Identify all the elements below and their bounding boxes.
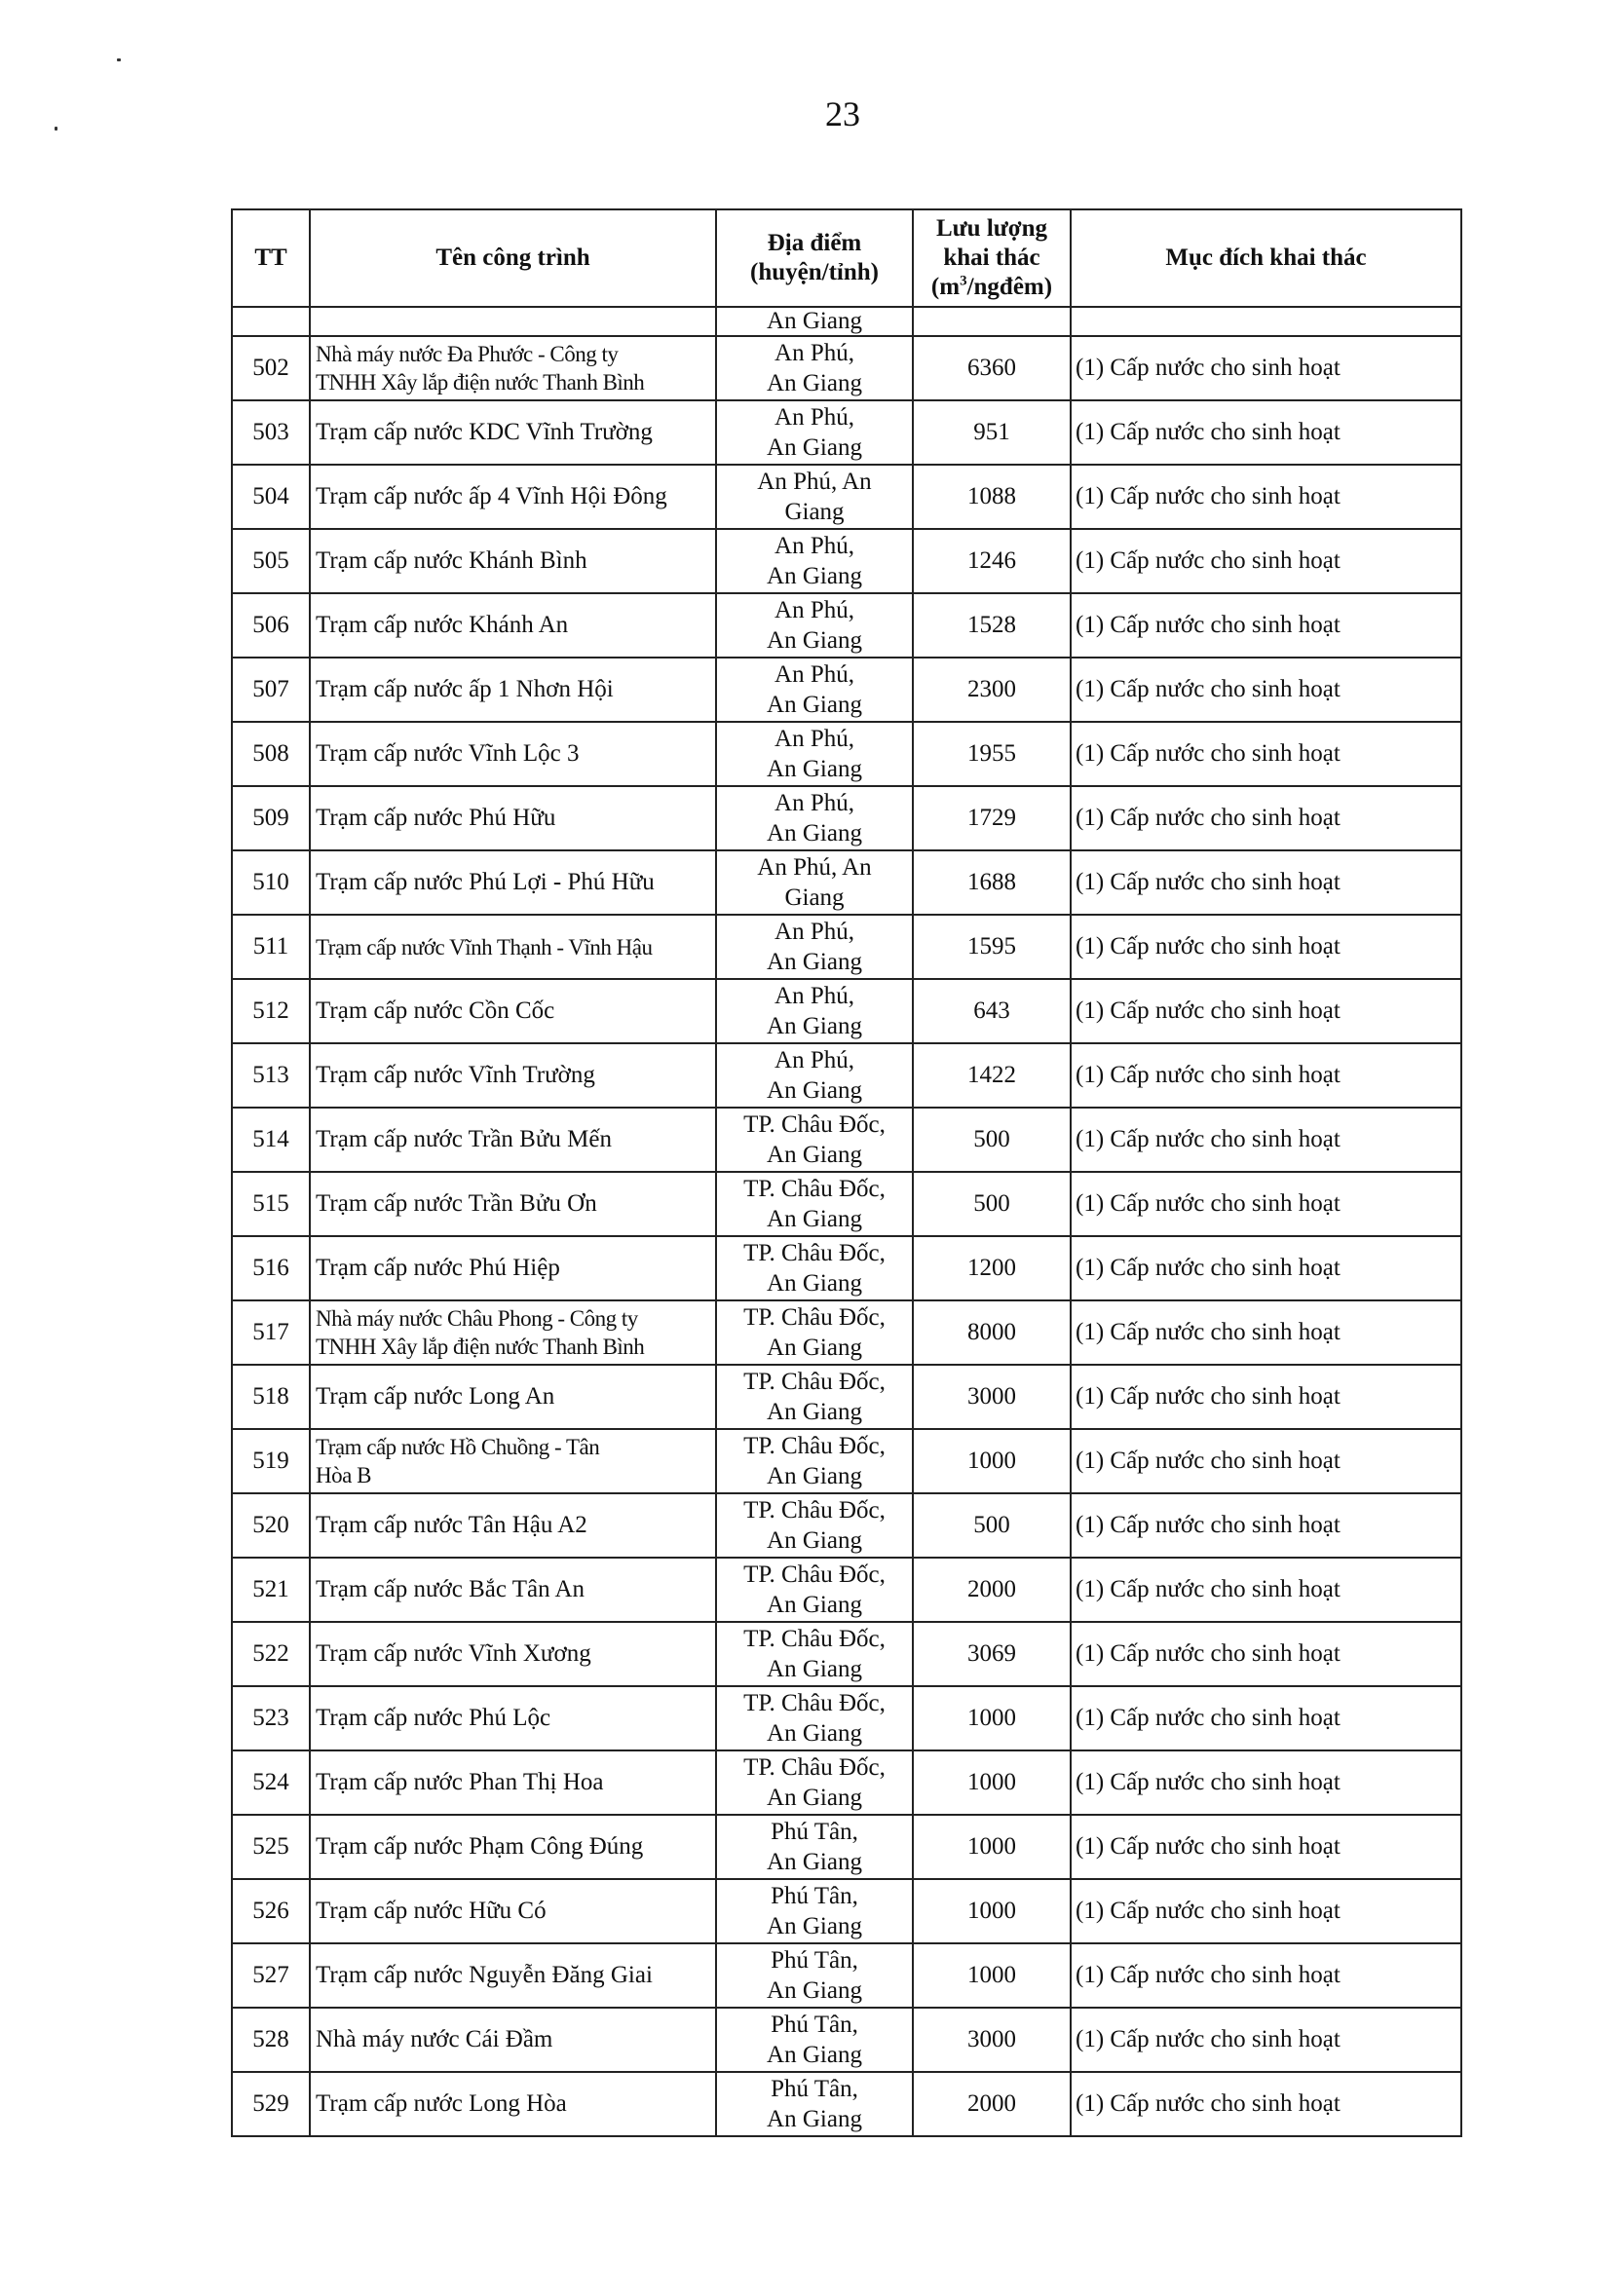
row-location [716, 979, 913, 1043]
row-location-line1: An Phú, [774, 661, 854, 688]
row-name [310, 850, 716, 915]
table-row [232, 529, 1461, 593]
row-location-line2: An Giang [767, 756, 862, 782]
page-number: 23 [825, 94, 860, 133]
row-flow: 2300 [913, 658, 1071, 722]
table-row [232, 1300, 1461, 1365]
row-location [716, 722, 913, 786]
row-flow: 2000 [913, 2072, 1071, 2136]
table-row [232, 1815, 1461, 1879]
row-location [716, 1558, 913, 1622]
row-flow: 1000 [913, 1943, 1071, 2008]
row-name-line1: Trạm cấp nước Hữu Có [316, 1898, 547, 1924]
row-flow: 1528 [913, 593, 1071, 658]
row-location-line1: An Phú, [774, 726, 854, 752]
water-works-table-container [231, 208, 1460, 2137]
row-purpose: (1) Cấp nước cho sinh hoạt [1071, 1108, 1461, 1172]
row-name-line1: Trạm cấp nước ấp 4 Vĩnh Hội Đông [316, 483, 667, 509]
row-name-line1: Trạm cấp nước Long An [316, 1383, 555, 1410]
row-tt: 519 [232, 1429, 310, 1493]
row-purpose: (1) Cấp nước cho sinh hoạt [1071, 400, 1461, 465]
row-name-line1: Trạm cấp nước Phú Lộc [316, 1705, 551, 1731]
row-location-line1: TP. Châu Đốc, [743, 1690, 886, 1716]
header-flow-line1: Lưu lượng [935, 215, 1048, 242]
row-location-line1: An Phú, [774, 404, 854, 431]
row-tt: 526 [232, 1879, 310, 1943]
row-tt: 510 [232, 850, 310, 915]
continuation-name [310, 307, 716, 336]
row-location-line1: TP. Châu Đốc, [743, 1304, 886, 1331]
row-name-line1: Trạm cấp nước Tân Hậu A2 [316, 1512, 587, 1538]
row-name [310, 1043, 716, 1108]
row-location-line1: An Phú, [774, 790, 854, 816]
row-flow: 1088 [913, 465, 1071, 529]
row-name [310, 722, 716, 786]
row-name [310, 979, 716, 1043]
row-location-line2: An Giang [767, 1785, 862, 1811]
row-location-line2: An Giang [767, 1335, 862, 1361]
row-location [716, 915, 913, 979]
row-purpose: (1) Cấp nước cho sinh hoạt [1071, 658, 1461, 722]
row-name-line1: Trạm cấp nước KDC Vĩnh Trường [316, 419, 653, 445]
row-location [716, 1493, 913, 1558]
row-purpose: (1) Cấp nước cho sinh hoạt [1071, 529, 1461, 593]
row-name-line1: Trạm cấp nước Nguyễn Đăng Giai [316, 1962, 653, 1988]
row-location-line1: An Phú, [774, 533, 854, 559]
row-location-line2: An Giang [767, 1013, 862, 1039]
row-location-line2: An Giang [767, 1527, 862, 1554]
table-row [232, 400, 1461, 465]
row-name [310, 1879, 716, 1943]
table-row [232, 593, 1461, 658]
row-flow: 1000 [913, 1879, 1071, 1943]
table-row [232, 336, 1461, 400]
table-row [232, 850, 1461, 915]
water-works-table [231, 208, 1462, 2137]
table-row [232, 1236, 1461, 1300]
row-name [310, 1365, 716, 1429]
row-location-line2: An Giang [767, 627, 862, 654]
row-location [716, 1943, 913, 2008]
row-name [310, 336, 716, 400]
row-location-line2: An Giang [767, 1656, 862, 1682]
row-purpose: (1) Cấp nước cho sinh hoạt [1071, 1686, 1461, 1750]
row-tt: 521 [232, 1558, 310, 1622]
row-location-line2: Giang [784, 884, 845, 911]
header-flow-unit-sup: 3 [960, 273, 967, 289]
row-location [716, 593, 913, 658]
row-flow: 3069 [913, 1622, 1071, 1686]
row-location [716, 529, 913, 593]
row-flow: 3000 [913, 1365, 1071, 1429]
row-name [310, 2072, 716, 2136]
row-location-line2: An Giang [767, 2106, 862, 2132]
row-tt: 516 [232, 1236, 310, 1300]
row-flow: 1200 [913, 1236, 1071, 1300]
row-tt: 518 [232, 1365, 310, 1429]
header-purpose: Mục đích khai thác [1071, 209, 1461, 307]
row-name [310, 1943, 716, 2008]
row-name [310, 658, 716, 722]
row-flow: 1246 [913, 529, 1071, 593]
header-flow-unit-post: /ngđêm) [966, 274, 1053, 300]
row-location-line2: An Giang [767, 1463, 862, 1489]
table-header-row [232, 209, 1461, 307]
row-name-line1: Trạm cấp nước Hồ Chuồng - Tân [316, 1435, 600, 1459]
table-row [232, 1943, 1461, 2008]
table-row [232, 1622, 1461, 1686]
continuation-location: An Giang [716, 307, 913, 336]
row-purpose: (1) Cấp nước cho sinh hoạt [1071, 1300, 1461, 1365]
row-flow: 1729 [913, 786, 1071, 850]
row-flow: 8000 [913, 1300, 1071, 1365]
row-tt: 520 [232, 1493, 310, 1558]
row-location-line1: Phú Tân, [771, 1819, 858, 1845]
table-row [232, 465, 1461, 529]
row-location-line2: An Giang [767, 2042, 862, 2068]
row-location-line1: An Phú, [774, 340, 854, 366]
row-flow: 951 [913, 400, 1071, 465]
row-tt: 527 [232, 1943, 310, 2008]
row-name-line1: Trạm cấp nước Vĩnh Lộc 3 [316, 740, 580, 767]
row-tt: 505 [232, 529, 310, 593]
row-name [310, 2008, 716, 2072]
table-row [232, 1493, 1461, 1558]
row-location-line2: An Giang [767, 1913, 862, 1939]
row-name-line1: Trạm cấp nước Phan Thị Hoa [316, 1769, 604, 1795]
row-name-line1: Nhà máy nước Châu Phong - Công ty [316, 1306, 638, 1331]
table-body [232, 307, 1461, 2136]
row-purpose: (1) Cấp nước cho sinh hoạt [1071, 465, 1461, 529]
row-flow: 1422 [913, 1043, 1071, 1108]
header-name: Tên công trình [310, 209, 716, 307]
row-location-line1: An Phú, [774, 919, 854, 945]
row-name-line1: Trạm cấp nước Phú Hữu [316, 805, 556, 831]
row-name [310, 1558, 716, 1622]
row-tt: 508 [232, 722, 310, 786]
row-location-line2: An Giang [767, 1592, 862, 1618]
row-purpose: (1) Cấp nước cho sinh hoạt [1071, 786, 1461, 850]
row-name [310, 1172, 716, 1236]
row-flow: 643 [913, 979, 1071, 1043]
header-location-line1: Địa điểm [767, 230, 862, 256]
row-purpose: (1) Cấp nước cho sinh hoạt [1071, 1429, 1461, 1493]
row-purpose: (1) Cấp nước cho sinh hoạt [1071, 1622, 1461, 1686]
row-location-line1: An Phú, [774, 1047, 854, 1073]
row-purpose: (1) Cấp nước cho sinh hoạt [1071, 979, 1461, 1043]
row-tt: 502 [232, 336, 310, 400]
row-name [310, 1300, 716, 1365]
table-row [232, 1879, 1461, 1943]
header-location [716, 209, 913, 307]
row-location-line2: An Giang [767, 692, 862, 718]
row-purpose: (1) Cấp nước cho sinh hoạt [1071, 2008, 1461, 2072]
table-row [232, 915, 1461, 979]
row-name-line1: Trạm cấp nước Vĩnh Xương [316, 1640, 591, 1667]
row-name [310, 1815, 716, 1879]
row-location [716, 1172, 913, 1236]
row-name-line1: Trạm cấp nước Vĩnh Trường [316, 1062, 595, 1088]
row-location [716, 850, 913, 915]
row-location-line2: Giang [784, 499, 845, 525]
header-flow-unit-pre: (m [930, 274, 961, 300]
row-tt: 522 [232, 1622, 310, 1686]
row-location-line2: An Giang [767, 1399, 862, 1425]
row-location-line1: TP. Châu Đốc, [743, 1433, 886, 1459]
row-name-line1: Trạm cấp nước Khánh Bình [316, 547, 587, 574]
row-flow: 500 [913, 1108, 1071, 1172]
row-location-line1: Phú Tân, [771, 1883, 858, 1909]
row-purpose: (1) Cấp nước cho sinh hoạt [1071, 850, 1461, 915]
row-name-line1: Trạm cấp nước Phú Hiệp [316, 1255, 560, 1281]
row-tt: 517 [232, 1300, 310, 1365]
row-name-line1: Trạm cấp nước Bắc Tân An [316, 1576, 585, 1602]
header-flow [913, 209, 1071, 307]
row-location [716, 1429, 913, 1493]
row-purpose: (1) Cấp nước cho sinh hoạt [1071, 1558, 1461, 1622]
row-location-line1: TP. Châu Đốc, [743, 1497, 886, 1524]
row-location [716, 2008, 913, 2072]
row-location [716, 400, 913, 465]
row-location-line2: An Giang [767, 1142, 862, 1168]
row-name-line1: Trạm cấp nước Phú Lợi - Phú Hữu [316, 869, 655, 895]
row-name-line1: Trạm cấp nước Trần Bửu Ơn [316, 1190, 597, 1217]
row-purpose: (1) Cấp nước cho sinh hoạt [1071, 1750, 1461, 1815]
row-name-line2: TNHH Xây lắp điện nước Thanh Bình [316, 370, 645, 395]
table-row [232, 1558, 1461, 1622]
table-row [232, 1043, 1461, 1108]
row-location-line1: TP. Châu Đốc, [743, 1754, 886, 1781]
row-name [310, 1236, 716, 1300]
row-location-line2: An Giang [767, 1977, 862, 2004]
row-tt: 503 [232, 400, 310, 465]
row-name [310, 1108, 716, 1172]
row-purpose: (1) Cấp nước cho sinh hoạt [1071, 915, 1461, 979]
table-row [232, 1108, 1461, 1172]
row-tt: 528 [232, 2008, 310, 2072]
table-row [232, 1172, 1461, 1236]
row-purpose: (1) Cấp nước cho sinh hoạt [1071, 1365, 1461, 1429]
row-flow: 1000 [913, 1750, 1071, 1815]
row-tt: 514 [232, 1108, 310, 1172]
row-location [716, 2072, 913, 2136]
row-name [310, 786, 716, 850]
row-flow: 1000 [913, 1429, 1071, 1493]
row-tt: 506 [232, 593, 310, 658]
row-name [310, 400, 716, 465]
table-row [232, 1365, 1461, 1429]
row-purpose: (1) Cấp nước cho sinh hoạt [1071, 1879, 1461, 1943]
row-tt: 504 [232, 465, 310, 529]
row-name [310, 1750, 716, 1815]
row-location [716, 336, 913, 400]
row-location-line1: An Phú, An [757, 854, 872, 881]
table-row [232, 2072, 1461, 2136]
row-flow: 500 [913, 1493, 1071, 1558]
row-tt: 524 [232, 1750, 310, 1815]
row-location-line1: An Phú, [774, 983, 854, 1009]
row-name-line2: Hòa B [316, 1463, 371, 1487]
row-tt: 513 [232, 1043, 310, 1108]
table-row [232, 1750, 1461, 1815]
row-purpose: (1) Cấp nước cho sinh hoạt [1071, 593, 1461, 658]
row-location-line1: TP. Châu Đốc, [743, 1176, 886, 1202]
row-purpose: (1) Cấp nước cho sinh hoạt [1071, 1043, 1461, 1108]
row-location [716, 1815, 913, 1879]
row-location-line1: Phú Tân, [771, 1947, 858, 1974]
row-location-line2: An Giang [767, 1206, 862, 1232]
row-flow: 1688 [913, 850, 1071, 915]
row-location-line1: Phú Tân, [771, 2012, 858, 2038]
header-flow-line3 [914, 273, 1070, 302]
row-name [310, 915, 716, 979]
row-tt: 515 [232, 1172, 310, 1236]
row-location-line2: An Giang [767, 563, 862, 589]
row-name-line1: Nhà máy nước Đa Phước - Công ty [316, 342, 619, 366]
row-name [310, 465, 716, 529]
row-location-line1: TP. Châu Đốc, [743, 1111, 886, 1138]
row-location-line1: An Phú, An [757, 469, 872, 495]
row-location [716, 1750, 913, 1815]
table-row [232, 1686, 1461, 1750]
continuation-row [232, 307, 1461, 336]
row-name [310, 529, 716, 593]
row-purpose: (1) Cấp nước cho sinh hoạt [1071, 722, 1461, 786]
row-location-line1: TP. Châu Đốc, [743, 1626, 886, 1652]
row-location-line2: An Giang [767, 1077, 862, 1104]
table-row [232, 786, 1461, 850]
row-purpose: (1) Cấp nước cho sinh hoạt [1071, 1943, 1461, 2008]
row-location [716, 465, 913, 529]
row-location-line2: An Giang [767, 434, 862, 461]
header-flow-line2: khai thác [943, 245, 1040, 271]
row-location-line2: An Giang [767, 1849, 862, 1875]
row-name-line1: Nhà máy nước Cái Đầm [316, 2026, 553, 2052]
row-location-line2: An Giang [767, 949, 862, 975]
row-tt: 525 [232, 1815, 310, 1879]
row-tt: 511 [232, 915, 310, 979]
row-name-line1: Trạm cấp nước ấp 1 Nhơn Hội [316, 676, 614, 702]
row-location-line1: An Phú, [774, 597, 854, 623]
table-row [232, 2008, 1461, 2072]
continuation-flow [913, 307, 1071, 336]
continuation-purpose [1071, 307, 1461, 336]
row-flow: 2000 [913, 1558, 1071, 1622]
row-name-line1: Trạm cấp nước Long Hòa [316, 2090, 567, 2117]
row-name-line1: Trạm cấp nước Khánh An [316, 612, 569, 638]
row-flow: 1000 [913, 1815, 1071, 1879]
row-purpose: (1) Cấp nước cho sinh hoạt [1071, 336, 1461, 400]
row-tt: 529 [232, 2072, 310, 2136]
header-location-line2: (huyện/tỉnh) [750, 259, 879, 285]
row-name [310, 1429, 716, 1493]
row-location [716, 1879, 913, 1943]
continuation-tt [232, 307, 310, 336]
row-location-line1: Phú Tân, [771, 2076, 858, 2102]
row-name-line2: TNHH Xây lắp điện nước Thanh Bình [316, 1335, 645, 1359]
row-name [310, 1493, 716, 1558]
row-tt: 523 [232, 1686, 310, 1750]
row-tt: 509 [232, 786, 310, 850]
row-location [716, 658, 913, 722]
table-row [232, 979, 1461, 1043]
row-name [310, 593, 716, 658]
row-location-line1: TP. Châu Đốc, [743, 1369, 886, 1395]
table-row [232, 1429, 1461, 1493]
row-purpose: (1) Cấp nước cho sinh hoạt [1071, 1172, 1461, 1236]
scan-speck [117, 58, 121, 61]
row-location-line2: An Giang [767, 1270, 862, 1297]
row-tt: 507 [232, 658, 310, 722]
row-location-line2: An Giang [767, 820, 862, 847]
row-flow: 1955 [913, 722, 1071, 786]
row-location-line1: TP. Châu Đốc, [743, 1561, 886, 1588]
row-name-line1: Trạm cấp nước Phạm Công Đúng [316, 1833, 644, 1860]
row-location [716, 1043, 913, 1108]
row-name [310, 1622, 716, 1686]
row-location [716, 1622, 913, 1686]
row-purpose: (1) Cấp nước cho sinh hoạt [1071, 1236, 1461, 1300]
row-tt: 512 [232, 979, 310, 1043]
row-name [310, 1686, 716, 1750]
row-location-line2: An Giang [767, 1720, 862, 1747]
row-flow: 6360 [913, 336, 1071, 400]
row-name-line1: Trạm cấp nước Vĩnh Thạnh - Vĩnh Hậu [316, 934, 653, 959]
row-flow: 1595 [913, 915, 1071, 979]
row-flow: 500 [913, 1172, 1071, 1236]
row-purpose: (1) Cấp nước cho sinh hoạt [1071, 2072, 1461, 2136]
table-row [232, 658, 1461, 722]
row-flow: 3000 [913, 2008, 1071, 2072]
row-location [716, 1236, 913, 1300]
table-row [232, 722, 1461, 786]
row-location [716, 1300, 913, 1365]
row-location [716, 786, 913, 850]
row-location [716, 1365, 913, 1429]
row-location-line2: An Giang [767, 370, 862, 396]
row-location [716, 1108, 913, 1172]
header-tt: TT [232, 209, 310, 307]
row-name-line1: Trạm cấp nước Trần Bửu Mến [316, 1126, 612, 1152]
row-location [716, 1686, 913, 1750]
row-location-line1: TP. Châu Đốc, [743, 1240, 886, 1266]
row-purpose: (1) Cấp nước cho sinh hoạt [1071, 1815, 1461, 1879]
row-name-line1: Trạm cấp nước Cồn Cốc [316, 997, 555, 1024]
row-flow: 1000 [913, 1686, 1071, 1750]
row-purpose: (1) Cấp nước cho sinh hoạt [1071, 1493, 1461, 1558]
